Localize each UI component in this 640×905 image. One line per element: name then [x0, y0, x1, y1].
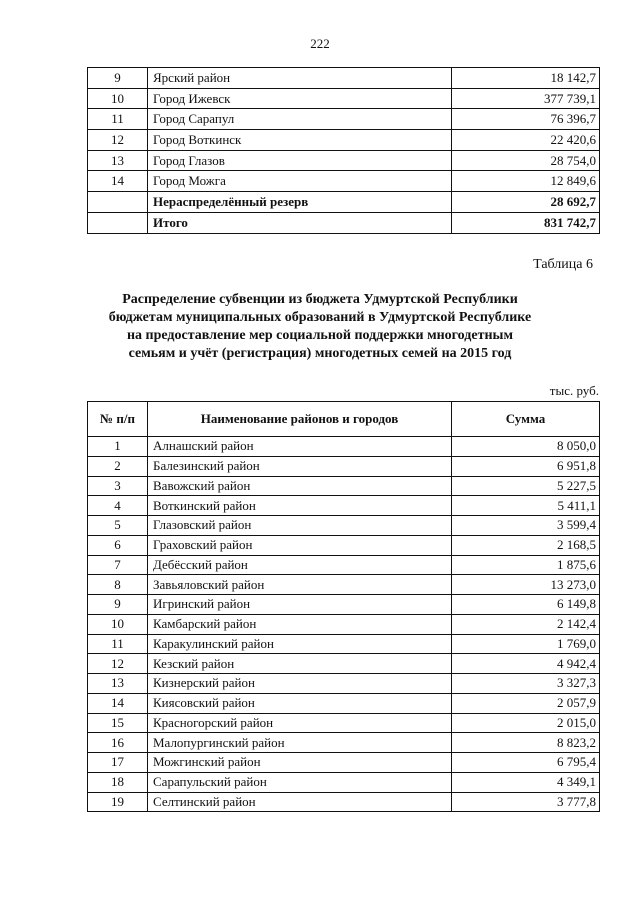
table-row [88, 171, 600, 192]
table-row [88, 88, 600, 109]
table-row [88, 753, 600, 773]
row-name: Дебёсский район [148, 555, 452, 575]
table-row [88, 792, 600, 812]
header-name: Наименование районов и городов [148, 402, 452, 437]
row-number: 12 [88, 654, 148, 674]
subvention-table-body [88, 437, 600, 812]
row-amount: 2 015,0 [452, 713, 600, 733]
row-name: Киясовский район [148, 693, 452, 713]
row-amount: 22 420,6 [452, 130, 600, 151]
table-row [88, 130, 600, 151]
row-name: Город Глазов [148, 150, 452, 171]
row-name: Город Сарапул [148, 109, 452, 130]
page-number: 222 [310, 36, 330, 51]
title-line: семьям и учёт (регистрация) многодетных семей на 2015 год [128, 346, 512, 361]
table-row [88, 496, 600, 516]
row-number: 19 [88, 792, 148, 812]
row-amount: 6 149,8 [452, 595, 600, 615]
table-row [88, 476, 600, 496]
row-name: Вавожский район [148, 476, 452, 496]
header-row [88, 402, 600, 437]
unit-label: тыс. руб. [549, 383, 599, 398]
table-row [88, 634, 600, 654]
row-amount: 3 777,8 [452, 792, 600, 812]
row-number: 17 [88, 753, 148, 773]
row-amount: 2 168,5 [452, 535, 600, 555]
row-name: Кезский район [148, 654, 452, 674]
row-number: 12 [88, 130, 148, 151]
table-title [80, 291, 560, 363]
row-number: 7 [88, 555, 148, 575]
row-name: Игринский район [148, 595, 452, 615]
subvention-table [87, 401, 600, 812]
row-amount: 3 599,4 [452, 516, 600, 536]
row-number: 6 [88, 535, 148, 555]
row-number: 4 [88, 496, 148, 516]
row-number: 10 [88, 614, 148, 634]
row-number: 14 [88, 693, 148, 713]
row-name: Город Воткинск [148, 130, 452, 151]
table-row [88, 555, 600, 575]
row-amount: 6 795,4 [452, 753, 600, 773]
title-line: бюджетам муниципальных образований в Удмуртской Республике [108, 310, 532, 325]
row-amount: 6 951,8 [452, 456, 600, 476]
table-row [88, 68, 600, 89]
table-row [88, 575, 600, 595]
row-amount: 18 142,7 [452, 68, 600, 89]
table-label: Таблица 6 [533, 257, 593, 272]
row-amount: 8 050,0 [452, 437, 600, 457]
table-row [88, 713, 600, 733]
row-name: Завьяловский район [148, 575, 452, 595]
title-line: Распределение субвенции из бюджета Удмуртской Республики [122, 292, 518, 307]
table-row [88, 516, 600, 536]
row-name: Глазовский район [148, 516, 452, 536]
row-amount: 3 327,3 [452, 674, 600, 694]
table-row [88, 109, 600, 130]
row-amount: 2 142,4 [452, 614, 600, 634]
row-name: Можгинский район [148, 753, 452, 773]
continuation-table-body [88, 68, 600, 234]
table-header [88, 402, 600, 437]
row-number: 13 [88, 674, 148, 694]
row-number: 3 [88, 476, 148, 496]
table-row [88, 693, 600, 713]
row-amount: 2 057,9 [452, 693, 600, 713]
row-name: Город Можга [148, 171, 452, 192]
table-row [88, 614, 600, 634]
row-name: Воткинский район [148, 496, 452, 516]
row-number: 2 [88, 456, 148, 476]
row-amount: 13 273,0 [452, 575, 600, 595]
row-name: Алнашский район [148, 437, 452, 457]
row-name: Красногорский район [148, 713, 452, 733]
row-name: Кизнерский район [148, 674, 452, 694]
row-number: 13 [88, 150, 148, 171]
row-amount: 28 754,0 [452, 150, 600, 171]
row-name: Балезинский район [148, 456, 452, 476]
reserve-row [88, 192, 600, 213]
table-row [88, 150, 600, 171]
row-amount: 377 739,1 [452, 88, 600, 109]
row-number: 16 [88, 733, 148, 753]
row-number: 18 [88, 772, 148, 792]
row-amount: 5 227,5 [452, 476, 600, 496]
reserve-label: Нераспределённый резерв [148, 192, 452, 213]
header-num: № п/п [88, 402, 148, 437]
row-name: Селтинский район [148, 792, 452, 812]
title-line: на предоставление мер социальной поддержки многодетным [126, 328, 513, 343]
row-amount: 4 942,4 [452, 654, 600, 674]
row-amount: 5 411,1 [452, 496, 600, 516]
row-name: Малопургинский район [148, 733, 452, 753]
table-row [88, 437, 600, 457]
header-amount: Сумма [452, 402, 600, 437]
row-name: Камбарский район [148, 614, 452, 634]
total-row [88, 212, 600, 233]
row-amount: 12 849,6 [452, 171, 600, 192]
row-amount: 76 396,7 [452, 109, 600, 130]
total-amount: 831 742,7 [452, 212, 600, 233]
row-number: 11 [88, 109, 148, 130]
table-row [88, 535, 600, 555]
table-row [88, 595, 600, 615]
table-row [88, 674, 600, 694]
table-row [88, 733, 600, 753]
row-number: 15 [88, 713, 148, 733]
row-number: 5 [88, 516, 148, 536]
row-number: 11 [88, 634, 148, 654]
total-label: Итого [148, 212, 452, 233]
reserve-amount: 28 692,7 [452, 192, 600, 213]
row-name: Каракулинский район [148, 634, 452, 654]
row-number: 9 [88, 595, 148, 615]
row-amount: 4 349,1 [452, 772, 600, 792]
row-name: Ярский район [148, 68, 452, 89]
row-amount: 1 769,0 [452, 634, 600, 654]
continuation-table [87, 67, 600, 234]
row-name: Граховский район [148, 535, 452, 555]
row-amount: 8 823,2 [452, 733, 600, 753]
row-number: 8 [88, 575, 148, 595]
row-number: 14 [88, 171, 148, 192]
table-row [88, 654, 600, 674]
row-name: Город Ижевск [148, 88, 452, 109]
row-number: 10 [88, 88, 148, 109]
row-number: 9 [88, 68, 148, 89]
row-number-empty [88, 212, 148, 233]
row-name: Сарапульский район [148, 772, 452, 792]
row-number: 1 [88, 437, 148, 457]
row-number-empty [88, 192, 148, 213]
table-row [88, 456, 600, 476]
table-row [88, 772, 600, 792]
row-amount: 1 875,6 [452, 555, 600, 575]
